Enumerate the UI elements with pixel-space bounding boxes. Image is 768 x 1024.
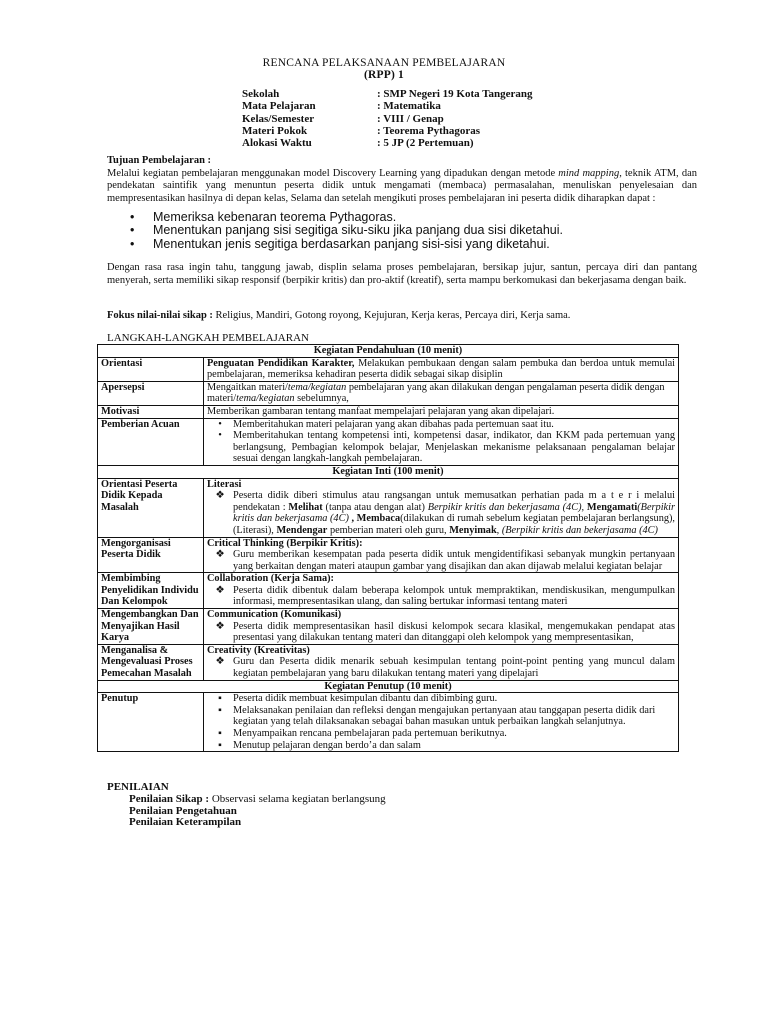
objectives-heading: Tujuan Pembelajaran : [107, 155, 212, 166]
bold-text: Mengamati [586, 501, 638, 513]
table-row [98, 357, 679, 381]
diamond-bullet-icon: ❖ [215, 656, 225, 668]
info-value: : Matematika [377, 100, 441, 113]
row-label: Mengorganisasi Peserta Didik [98, 537, 204, 573]
list-item-text: Peserta didik mempresentasikan hasil diskusi kelompok secara klasikal, mengemukakan pendapat atas presentasi yang dilakukan tentang materi dan ditanggapi oleh kelompok yang mempresentasikan, [233, 620, 675, 644]
focus-value: Religius, Mandiri, Gotong royong, Kejujuran, Kerja keras, Percaya diri, Kerja sama. [212, 310, 571, 321]
row-label: Membimbing Penyelidikan Individu Dan Kelompok [98, 573, 204, 609]
row-text: pembelajaran yang akan dilakukan dengan pengalaman peserta didik dengan materi/ [207, 381, 665, 405]
stage-title: Critical Thinking (Berpikir Kritis): [207, 537, 363, 549]
table-row [98, 573, 679, 609]
table-row [98, 680, 679, 693]
info-row [242, 113, 533, 125]
bullet-icon: • [130, 236, 135, 251]
list-item [130, 211, 563, 224]
list-item [207, 621, 675, 644]
row-content [204, 478, 679, 537]
bold-text: Mendengar [276, 524, 328, 536]
row-text: (dilakukan di rumah sebelum kegiatan pembelajaran berlangsung), (Literasi), [233, 513, 676, 536]
row-text: Peserta didik diberi stimulus atau rangsangan untuk memusatkan perhatian pada m a t e r i melalui pendekatan : [233, 490, 675, 513]
list-item-text: Guru dan Peserta didik menarik sebuah kesimpulan tentang point-point penting yang muncul dalam kegiatan pembelajaran yang baru dilakukan tentang materi yang dipelajari [233, 656, 675, 680]
assessment-heading: PENILAIAN [107, 781, 169, 793]
info-key: Alokasi Waktu [242, 137, 312, 150]
row-content: Memberikan gambaran tentang manfaat mempelajari pelajaran yang akan dipelajari. [204, 405, 679, 418]
objectives-text-italic: mind mapping [558, 167, 620, 179]
objectives-text: , teknik ATM, dan pendekatan saintifik yang menuntun peserta didik untuk mengamati (membaca) permasalahan, menuliskan penyelesaian dan mempresentasikan hasilnya di depan kelas, Selama dan setelah mengikuti proses pembelajaran ini peserta didik diharapkan dapat : [107, 167, 697, 204]
row-label: Menganalisa & Mengevaluasi Proses Pemecahan Masalah [98, 644, 204, 680]
row-content [204, 573, 679, 609]
bullet-icon: • [218, 430, 222, 442]
row-content [204, 537, 679, 573]
focus-values [107, 310, 697, 323]
list-item [207, 705, 675, 728]
square-bullet-icon: ▪ [218, 728, 222, 739]
list-item-text: Menentukan panjang sisi segitiga siku-siku jika panjang dua sisi diketahui. [153, 223, 563, 238]
list-item-text: Memberitahukan materi pelajaran yang akan dibahas pada pertemuan saat itu. [233, 418, 554, 430]
learning-objectives [107, 155, 697, 205]
row-content [204, 693, 679, 752]
row-label: Orientasi [98, 357, 204, 381]
table-row [98, 345, 679, 358]
bold-text: , Membaca [348, 513, 401, 525]
table-row [98, 644, 679, 680]
info-value: : SMP Negeri 19 Kota Tangerang [377, 88, 533, 100]
stage-title: Communication (Komunikasi) [207, 609, 342, 621]
row-content [204, 609, 679, 645]
square-bullet-icon: ▪ [218, 704, 222, 716]
row-label: Motivasi [98, 405, 204, 418]
diamond-bullet-icon: ❖ [215, 490, 225, 502]
info-key: Kelas/Semester [242, 112, 315, 125]
stage-title: Collaboration (Kerja Sama): [207, 573, 334, 585]
list-item [207, 430, 675, 465]
learning-steps-table [97, 344, 679, 752]
objectives-list [130, 211, 563, 251]
list-item-text [233, 490, 675, 536]
list-item-text: Menutup pelajaran dengan berdo’a dan salam [233, 739, 421, 751]
assessment-value: Observasi selama kegiatan berlangsung [209, 792, 386, 805]
info-row [242, 88, 533, 100]
info-value: : Teorema Pythagoras [377, 124, 481, 137]
bold-text: Melihat [288, 501, 323, 513]
italic-text: tema/kegiatan [236, 393, 295, 405]
list-item [207, 740, 675, 752]
stage-title: Literasi [207, 478, 242, 490]
row-label: Apersepsi [98, 381, 204, 405]
objectives-text: Melalui kegiatan pembelajaran menggunakan model Discovery Learning yang dipadukan dengan metode [107, 167, 559, 179]
row-label: Orientasi Peserta Didik Kepada Masalah [98, 478, 204, 537]
list-item [207, 490, 675, 536]
list-item [207, 728, 675, 740]
info-row [242, 137, 533, 149]
document-title: RENCANA PELAKSANAAN PEMBELAJARAN [262, 57, 506, 69]
assessment-label: Penilaian Sikap : [129, 792, 210, 805]
table-row [98, 465, 679, 478]
list-item [207, 656, 675, 679]
assessment-item: Penilaian Pengetahuan [129, 804, 237, 817]
diamond-bullet-icon: ❖ [215, 549, 225, 561]
italic-text: tema/kegiatan [287, 381, 347, 393]
list-item-text: Peserta didik dibentuk dalam beberapa kelompok untuk mempraktikan, mendiskusikan, mengumpulkan informasi, mempresentasikan ulang, dan saling bertukar informasi tentang materi [233, 584, 675, 608]
row-text: (tanpa atau dengan alat) [322, 501, 428, 513]
assessment-item [107, 794, 386, 806]
list-item-text: Memberitahukan tentang kompetensi inti, kompetensi dasar, indikator, dan KKM pada pertemuan yang berlangsung, Pembagian kelompok belajar, Menjelaskan mekanisme pelaksanaan pengalaman belajar sesuai dengan langkah-langkah pembelajaran. [233, 430, 675, 465]
list-item-text: Memeriksa kebenaran teorema Pythagoras. [153, 210, 397, 224]
info-key: Sekolah [242, 88, 280, 100]
italic-text: (Berpikir kritis dan bekerjasama (4C) [233, 501, 675, 525]
italic-text: Berpikir kritis dan bekerjasama (4C), [427, 501, 585, 513]
square-bullet-icon: ▪ [218, 739, 222, 751]
row-label: Penutup [98, 693, 204, 752]
table-row [98, 381, 679, 405]
row-text: sebelumnya, [294, 393, 349, 405]
row-text: Melakukan pembukaan dengan salam pembuka dan berdoa untuk memulai pembelajaran, memeriksa kehadiran peserta didik sebagai sikap disiplin [207, 357, 675, 381]
square-bullet-icon: ▪ [218, 693, 222, 705]
list-item [130, 238, 563, 251]
stage-title: Creativity (Kreativitas) [207, 644, 310, 656]
steps-heading: LANGKAH-LANGKAH PEMBELAJARAN [107, 332, 309, 344]
document-subtitle: (RPP) 1 [363, 69, 405, 81]
bold-text: Penguatan Pendidikan Karakter, [207, 357, 355, 369]
identity-block [242, 88, 533, 149]
list-item-text: Peserta didik membuat kesimpulan dibantu dan dibimbing guru. [233, 693, 498, 705]
row-content [204, 418, 679, 465]
info-value: : 5 JP (2 Pertemuan) [377, 137, 474, 150]
diamond-bullet-icon: ❖ [215, 620, 225, 632]
info-row [242, 125, 533, 137]
italic-text: , (Berpikir kritis dan bekerjasama (4C) [496, 524, 658, 536]
list-item [207, 419, 675, 431]
info-value: : VIII / Genap [377, 112, 444, 125]
section-header-inti: Kegiatan Inti (100 menit) [98, 465, 679, 478]
bold-text: Menyimak [449, 524, 497, 536]
list-item-text: Melaksanakan penilaian dan refleksi dengan mengajukan pertanyaan atau tanggapan peserta didik dari kegiatan yang telah dilaksanakan sebagai bahan masukan untuk perbaikan langkah selanjutnya. [233, 704, 656, 728]
table-row [98, 418, 679, 465]
section-header-pendahuluan: Kegiatan Pendahuluan (10 menit) [98, 345, 679, 358]
list-item [207, 549, 675, 572]
list-item [207, 585, 675, 608]
list-item [207, 693, 675, 705]
assessment-section [107, 782, 386, 829]
objectives-paragraph [107, 168, 697, 206]
row-content [204, 357, 679, 381]
table-row [98, 693, 679, 752]
bullet-icon: • [130, 210, 135, 224]
diamond-bullet-icon: ❖ [215, 584, 225, 596]
row-label: Pemberian Acuan [98, 418, 204, 465]
table-row [98, 609, 679, 645]
row-content [204, 644, 679, 680]
info-row [242, 100, 533, 112]
info-key: Materi Pokok [242, 124, 308, 137]
info-key: Mata Pelajaran [242, 100, 316, 113]
bullet-icon: • [130, 223, 135, 238]
list-item [130, 224, 563, 237]
section-header-penutup: Kegiatan Penutup (10 menit) [98, 680, 679, 693]
table-row [98, 405, 679, 418]
row-label: Mengembangkan Dan Menyajikan Hasil Karya [98, 609, 204, 645]
row-text: pemberian materi oleh guru, [327, 524, 450, 536]
table-row [98, 478, 679, 537]
attitude-paragraph: Dengan rasa rasa ingin tahu, tanggung jawab, displin selama proses pembelajaran, bersikap jujur, santun, percaya diri dan pantang menyerah, serta memiliki sikap responsif (berpikir kritis) dan pro-aktif (kreatif), serta mampu berkomukasi dan bekerjasama dengan baik. [107, 262, 697, 286]
focus-label: Fokus nilai-nilai sikap : [107, 310, 213, 321]
assessment-item: Penilaian Keterampilan [129, 816, 242, 829]
row-text: Mengaitkan materi/ [207, 381, 288, 393]
row-content [204, 381, 679, 405]
list-item-text: Menyampaikan rencana pembelajaran pada pertemuan berikutnya. [233, 728, 507, 739]
list-item-text: Guru memberikan kesempatan pada peserta didik untuk mengidentifikasi sebanyak mungkin pertanyaan yang berkaitan dengan materi ataupun gambar yang disajikan dan akan dijawab melalui kegiatan belajar [233, 549, 675, 572]
bullet-icon: • [218, 418, 222, 430]
list-item-text: Menentukan jenis segitiga berdasarkan panjang sisi-sisi yang diketahui. [153, 236, 550, 251]
table-row [98, 537, 679, 573]
